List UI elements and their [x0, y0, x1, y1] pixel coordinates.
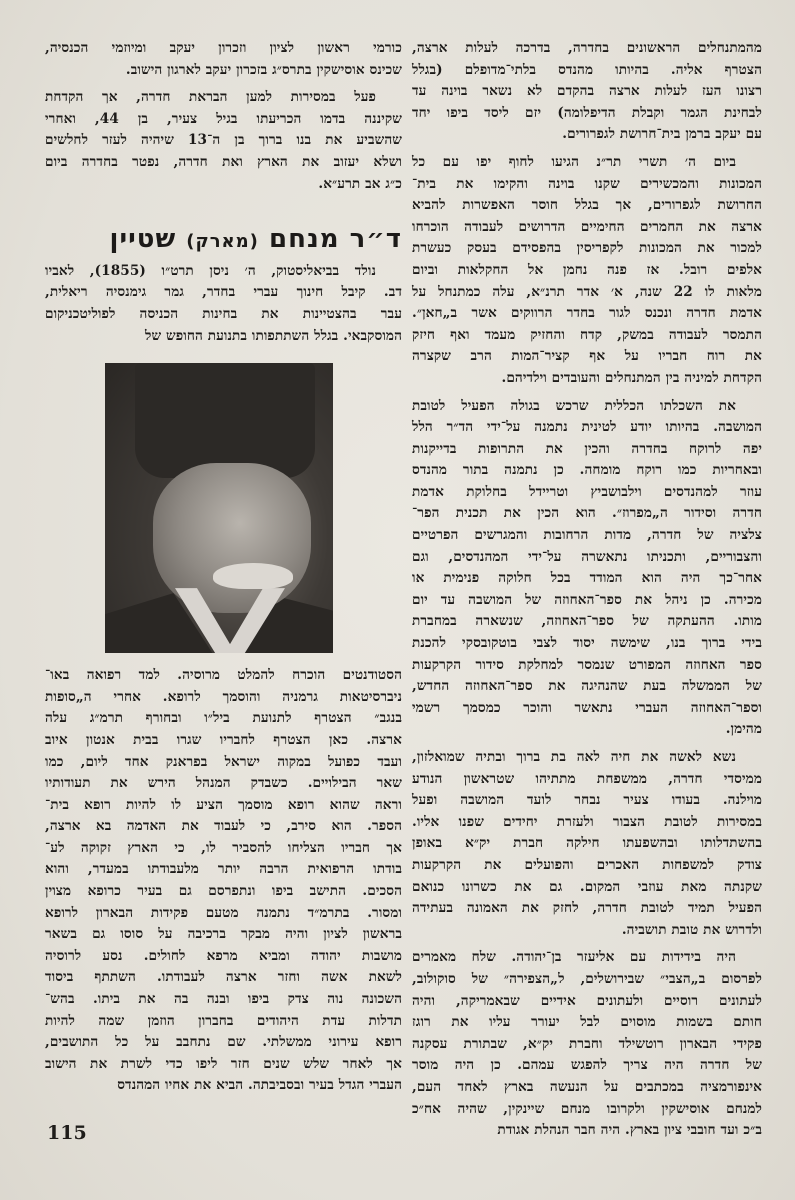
text-line: של הממשלה בעת שהנהיגה את ספר־האחוזה החדש,	[412, 678, 762, 695]
text-line: של חדרה היה צריך להפגש עמהם. כן היה מוסר	[412, 1057, 762, 1074]
text-line: צלציה של חדרה, מדות הרחובות והמגרשים הפרטיים	[412, 527, 762, 544]
text-line: במסירות לטובת הצבור ולעזרת יחידים שפנו אליו.	[412, 813, 762, 830]
text-line: כורמי ראשון לציון וזכרון יעקב ומיוזמי הכנסיה,	[45, 40, 402, 56]
text-line: המכונות והמכשירים שקנו בוינה והקימו את בית־	[412, 175, 762, 192]
text-line: למנחם אוסישקין ולקרובו מנחם שיינקין, שהיה אח״כ	[412, 1100, 762, 1117]
text-line: שכינס אוסישקין בתרס״ג בזכרון יעקב לארגון הישוב.	[125, 61, 402, 78]
text-line: רופא עירוני ממשלתי. שם נתחבב על כל התושבים,	[45, 1034, 402, 1051]
text-line: מלאות לו 22 שנה, א׳ אדר תרנ״א, עלה כמתנחל על	[412, 283, 762, 300]
text-line: אך חבריו הצליחו להסביר לו, כי הארץ זקוקה לע־	[45, 839, 402, 856]
text-line: בראשון לציון והיה מבקר ברכיבה על סוסו גם בשאר	[45, 926, 402, 943]
text-line: אך לאחר שלש שנים חזר ליפו כדי לשרת את הישוב	[45, 1055, 402, 1072]
text-line: מוילנה. בעודו צעיר נבחר לועד המושבה ופעל	[412, 792, 762, 809]
text-line: ספר האחוזה המפורט שנמסר למחלקת סידור הקרקעות	[412, 656, 762, 673]
text-line: ומסור. בתרמ״ד נתמנה מטעם פקידות הבארון לרופא	[45, 904, 402, 921]
text-line: והצבוריים, ותכניתו נתאשרה על־ידי המהנדסים, וגם	[412, 548, 762, 565]
paragraph	[45, 665, 402, 1097]
text-line: בידי ברוך בנו, שימשה יסוד לצבי בוטקובסקי להכנת	[412, 635, 762, 652]
paragraph	[412, 396, 762, 742]
text-line: הקדחת למיניה בין המתנחלים והעובדים וילדיהם.	[501, 369, 762, 386]
text-line: וספר־האחוזה העברי נתאשר והוכר כמסמך רשמי	[412, 699, 762, 716]
text-line: פקידי הבארון רוטשילד וחברת יק״א, שבתורת עסקנה	[412, 1035, 762, 1052]
text-line: היה בידידות עם אליעזר בן־יהודה. שלח מאמרים	[412, 949, 736, 966]
text-line: הסכים. התישב ביפו ונתפרסם גם בעיר כרופא מצוין	[45, 883, 402, 900]
text-line: וראה שהוא רופא מוסמך הציע לו להיות רופא בית־	[45, 796, 402, 813]
text-line: לפרסום ב„הצבי״ שבירושלים, ל„הצפירה״ של סוקולוב,	[412, 970, 762, 987]
text-line: ארצה את החמרים החימיים הדרושים לעבודה הוכרחו	[412, 218, 762, 235]
text-line: עבר בהצטיינות את בחינות הכניסה לפוליטכניקום	[45, 305, 402, 322]
text-line: רצונו העז לעלות ארצה בהקדם לא נשאר בוינה עד	[412, 83, 762, 100]
text-line: נולד בביאליסטוק, ה׳ ניסן תרט״ו (1855), לאביו	[45, 262, 376, 279]
paragraph	[45, 261, 402, 347]
text-line: השכונה נוה צדק ביפו ובנה בה את ביתו. בהש־	[45, 991, 402, 1008]
right-text-column	[412, 38, 762, 1148]
text-line: שאר הבילויים. כשבדק המנהל הירש את תעודותיו	[45, 775, 402, 792]
heading-nickname: (מארק)	[186, 231, 259, 253]
text-line: ושלא יעזוב את הארץ ואת חדרה, נפטר בחדרה ביום	[45, 153, 402, 170]
text-line: פעל במסירות למען הבראת חדרה, אך הקדחת	[45, 89, 376, 106]
text-line: הספר. הוא סירב, כי לעבוד את האדמה בא ארצה,	[45, 818, 402, 835]
text-line: לשאת אשה וחזר ארצה לעבודתו. השתתף ביסוד	[45, 969, 402, 986]
text-line: חותם בשמות מוסוים לבל יעורר עליו את רוגז	[412, 1014, 762, 1031]
text-line: שקנתה מאת עוזבי המקום. גם את כשרונו כנואם	[412, 878, 762, 895]
text-line: התמסר לעבודה במשק, קדח והחזיק מעמד ואף חיזק	[412, 326, 762, 343]
text-line: ועבד כפועל במקוה ישראל בפראנק אחד ליום, כמו	[45, 753, 402, 770]
heading-surname: שטיין	[109, 224, 177, 255]
text-line: מושבות יהודה ומביא מרפא לחולים. נסע לרוסיה	[45, 947, 402, 964]
text-line: אחר־כך היה הוא המודד בכל חלוקה פנימית או	[412, 570, 762, 587]
portrait-figure	[44, 355, 402, 655]
text-line: בהשתדלותו ובהשפעתו חילקה חברת יק״א באופן	[412, 835, 762, 852]
text-line: את השכלתו הכללית שרכש בגולה הפעיל לטובת	[412, 397, 736, 414]
text-line: ניברסיטאות גרמניה והוסמך לרופא. אחרי ה„סופות	[45, 688, 402, 705]
left-text-column	[45, 38, 402, 1103]
text-line: למכור את המכונות לקפריסין בהפסידם בעסק כעשרת	[412, 240, 762, 257]
text-line: חדרה וסידור ה„מפרוז״. הוא הכין את תכנית הפר־	[412, 505, 762, 522]
text-line: שקיננה בדמו הכריעתו בגיל צעיר, בן 44, ואחרי	[45, 110, 402, 127]
text-line: ממיסדי חדרה, ממשפחת מתתיהו שטראשון הנודע	[412, 770, 762, 787]
moustache-shape	[213, 563, 293, 589]
text-line: לעתונים רוסיים ולעתונים אידיים שבאמריקה, והיה	[412, 992, 762, 1009]
text-line: עם יעקב ברמן בית־חרושת לגפרורים.	[562, 126, 762, 143]
page-number: 115	[47, 1122, 87, 1144]
text-line: המושבה. בהיותו יודע לטינית נתמנה על־ידי הד״ר הלל	[412, 419, 762, 436]
text-line: המוסקבאי. בגלל השתתפותו בתנועת החופש של	[145, 327, 402, 344]
paragraph	[412, 947, 762, 1141]
text-line: אדמת חדרה ונכנס לגור בחדר הרווקים אשר ב„חאן״.	[412, 305, 762, 322]
text-line: יפה לרוקח בחדרה והכין את התרופות בדייקנות	[412, 440, 762, 457]
text-line: מכירה. כן ניהל את ספר־האחוזה של המושבה עד יום	[412, 591, 762, 608]
intro-paragraph	[45, 261, 402, 347]
text-line: אלפים רובל. אז פנה נחמן אל החקלאות וביום	[412, 261, 762, 278]
text-line: ארצה. כאן הצטרף לחבריו שגרו בבית אנטון איוב	[45, 731, 402, 748]
text-line: אינפורמציה במכתבים על הנעשה בארץ לאחד העם,	[412, 1078, 762, 1095]
paragraph	[412, 747, 762, 941]
paragraph	[412, 152, 762, 390]
text-line: מותו. ההעתקה של ספר־האחוזה, שנשארה במחברת	[412, 613, 762, 630]
text-line: כ״ג אב תרע״א.	[318, 175, 402, 192]
text-line: שהשביע את בנו ברוך בן ה־13 שיהיה לעזר לחלשים	[45, 132, 402, 149]
fez-hat-shape	[135, 363, 315, 478]
portrait-photo	[105, 363, 333, 653]
text-line: ב״כ ועד חובבי ציון בארץ. היה חבר הנהלת אגודת	[497, 1122, 762, 1139]
text-line: מהמתנחלים הראשונים בחדרה, בדרכה לעלות ארצה,	[412, 40, 762, 56]
text-line: העברי הגדל בעיר ובסביבתה. הביא את אחיו המהנדס	[117, 1077, 402, 1094]
text-line: צודק למשפחות האכרים והפועלים את הקרקעות	[412, 856, 762, 873]
left-top-paragraphs	[45, 38, 402, 195]
text-line: עוזר למהנדסים וילבושביץ וטריידל בחלוקת אדמת	[412, 483, 762, 500]
text-line: ובאחריות כמו רוקח מומחה. כן נתמנה בתור מהנדס	[412, 462, 762, 479]
section-heading	[45, 224, 402, 255]
text-line: מהימן.	[725, 721, 762, 738]
text-line: תדלות עדת היהודים בחברון הוזמן שמה להיות	[45, 1012, 402, 1029]
text-line: הסטודנטים הוכרח להמלט מרוסיה. למד רפואה באו־	[45, 667, 402, 684]
text-line: ביום ה׳ תשרי תר״נ הגיעו לחוף יפו עם כל	[412, 153, 736, 170]
text-line: החרושת לגפרורים, אך בגלל חוסר האפשרות להביא	[412, 197, 762, 214]
heading-name-prefix: ד״ר מנחם	[268, 224, 402, 255]
text-line: הצטרף אליה. בהיותו מהנדס בלתי־מדופלם (בגלל	[412, 61, 762, 78]
text-line: לבחינת הגמר וקבלת הדיפלומה) יזם ליסד ביפו יחד	[412, 104, 762, 121]
text-line: בודתו הרפואית הרבה יותר מלעבודתו במעדר, והוא	[45, 861, 402, 878]
text-line: הפעיל תמיד לטובת חדרה, לחזק את האמונה בעתידה	[412, 900, 762, 917]
text-line: את רוח חבריו על אף קציר־המות הרב שקצרה	[412, 348, 762, 365]
paragraph	[45, 87, 402, 195]
text-line: נשא לאשה את חיה לאה בת ברוך ובתיה שמואלזון,	[412, 749, 736, 765]
text-line: דב. קיבל חינוך עברי בחדר, גמר גימנסיה ריאלית,	[45, 284, 402, 301]
paragraph	[45, 38, 402, 81]
bottom-paragraph	[45, 665, 402, 1097]
paragraph	[412, 38, 762, 146]
text-line: ולדרוש את טובת תושביה.	[621, 921, 762, 938]
text-line: בנגב״ הצטרף לתנועת ביל״ו ובחורף תרמ״ג עלה	[45, 710, 402, 727]
